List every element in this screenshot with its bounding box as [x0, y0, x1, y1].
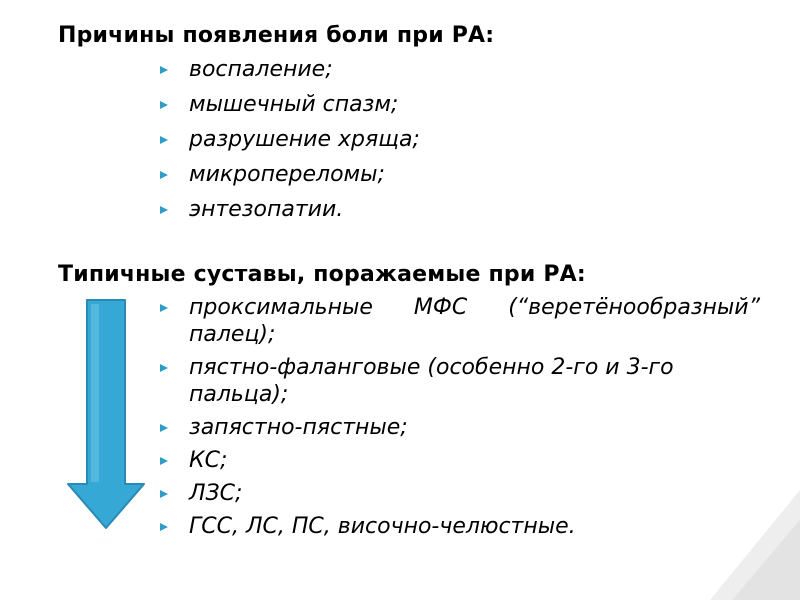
- list-item: [160, 56, 420, 83]
- list-item: [160, 447, 760, 474]
- list-item: [160, 126, 420, 153]
- list-item-text: разрушение хряща;: [189, 127, 420, 152]
- triangle-bullet-icon: [160, 364, 168, 372]
- list-item: [160, 480, 760, 507]
- triangle-bullet-icon: [160, 457, 168, 465]
- triangle-bullet-icon: [160, 171, 168, 179]
- list-item-text: проксимальные МФС (“веретёнообразный” палец);: [189, 295, 760, 347]
- triangle-bullet-icon: [160, 490, 168, 498]
- list-item-text: ЛЗС;: [189, 481, 243, 506]
- list-item-text: микропереломы;: [189, 162, 385, 187]
- list-item: [160, 161, 420, 188]
- triangle-bullet-icon: [160, 101, 168, 109]
- list-item-text: энтезопатии.: [189, 197, 344, 222]
- pain-causes-heading: Причины появления боли при РА:: [58, 23, 495, 48]
- triangle-bullet-icon: [160, 304, 168, 312]
- triangle-bullet-icon: [160, 136, 168, 144]
- triangle-bullet-icon: [160, 523, 168, 531]
- list-item-text: ГСС, ЛС, ПС, височно-челюстные.: [189, 514, 576, 539]
- list-item: [160, 196, 420, 223]
- affected-joints-list: [160, 294, 760, 546]
- triangle-bullet-icon: [160, 424, 168, 432]
- affected-joints-heading: Типичные суставы, поражаемые при РА:: [58, 262, 586, 287]
- triangle-bullet-icon: [160, 206, 168, 214]
- list-item-text: запястно-пястные;: [189, 415, 408, 440]
- triangle-bullet-icon: [160, 66, 168, 74]
- list-item-text: воспаление;: [189, 57, 333, 82]
- list-item: [160, 354, 760, 408]
- list-item-text: пястно-фаланговые (особенно 2-го и 3-го пальца);: [189, 355, 674, 407]
- list-item: [160, 91, 420, 118]
- pain-causes-list: [160, 56, 420, 231]
- list-item-text: КС;: [189, 448, 228, 473]
- list-item: [160, 414, 760, 441]
- list-item: [160, 513, 760, 540]
- list-item-text: мышечный спазм;: [189, 92, 399, 117]
- down-arrow-icon: [66, 298, 146, 530]
- list-item: [160, 294, 760, 348]
